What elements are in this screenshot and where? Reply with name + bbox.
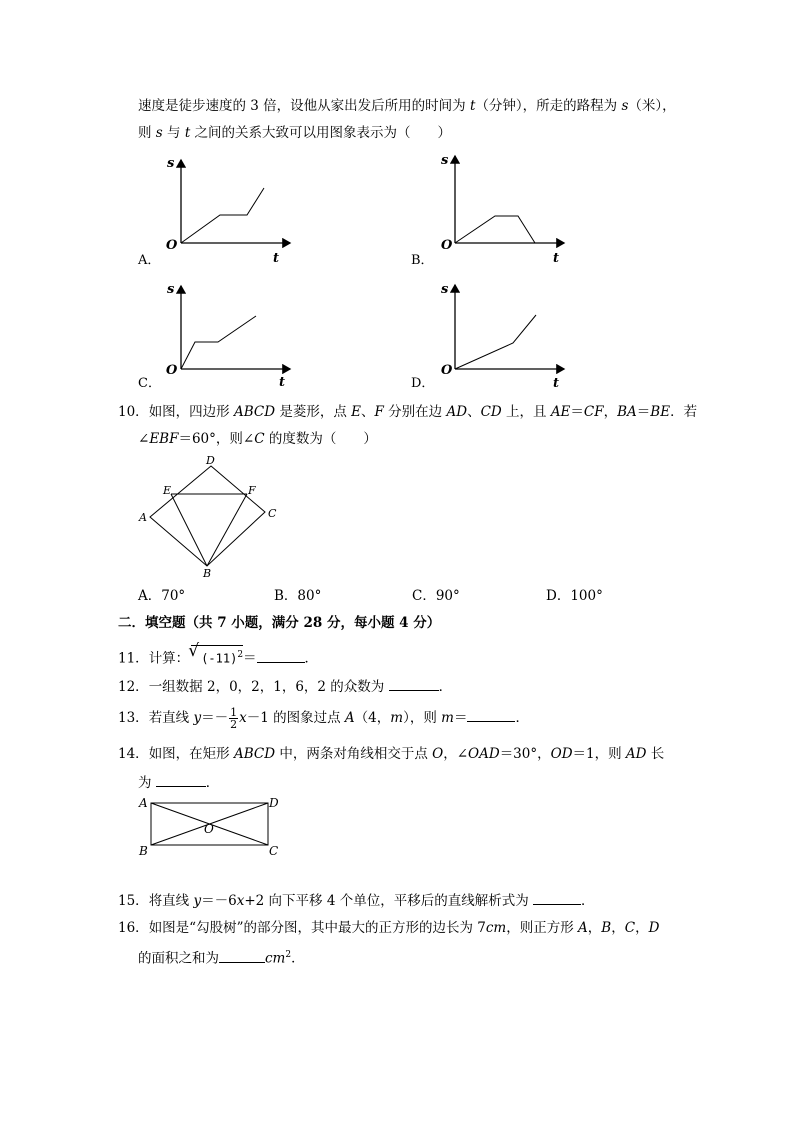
rhombus-label-d: D xyxy=(206,454,215,467)
rect-label-d: D xyxy=(269,796,279,810)
q10-line1: 10．如图，四边形 ABCD 是菱形，点 E、F 分别在边 AD、CD 上，且 AE＝CF，BA＝BE．若 xyxy=(118,404,698,420)
graph-d-curve xyxy=(455,315,536,369)
graph-b-option: B． xyxy=(411,253,434,268)
q10-line2: ∠EBF＝60°，则∠C 的度数为（ ） xyxy=(138,431,377,447)
q13-answer-blank[interactable] xyxy=(467,707,515,722)
q11-sqrt: √ $(-11)^2$ xyxy=(188,641,244,666)
q16-line1: 16．如图是“勾股树”的部分图，其中最大的正方形的边长为 7cm，则正方形 A，B，C，D xyxy=(118,920,660,936)
graph-a-curve xyxy=(181,188,264,243)
q9-line1: 速度是徒步速度的 3 倍，设他从家出发后所用的时间为 t（分钟），所走的路程为 s（米）， xyxy=(138,98,676,114)
q12: 12．一组数据 2，0，2，1，6，2 的众数为 ． xyxy=(118,676,452,696)
q10-option-c: C．90° xyxy=(412,588,460,604)
graph-d-origin: O xyxy=(441,363,453,378)
rhombus-label-e: E xyxy=(163,484,172,497)
graph-b-t-label: t xyxy=(553,251,560,266)
graph-a-s-label: s xyxy=(167,156,175,171)
q13-fraction: $\frac{1}{2}$ xyxy=(230,706,238,731)
section-2-title: 二．填空题（共 7 小题，满分 28 分，每小题 4 分） xyxy=(118,615,441,631)
q16-line2: 的面积之和为 $cm^2$． xyxy=(138,946,305,968)
rhombus-label-f: F xyxy=(248,484,256,497)
rect-label-b: B xyxy=(139,844,148,858)
q16-answer-blank[interactable] xyxy=(219,948,265,963)
q9-line2: 则 s 与 t 之间的关系大致可以用图象表示为（ ） xyxy=(138,125,452,141)
graph-b-origin: O xyxy=(441,238,453,253)
q12-answer-blank[interactable] xyxy=(389,676,439,691)
graph-c-curve xyxy=(181,316,256,369)
graph-d-t-label: t xyxy=(553,376,560,391)
graph-d-option: D． xyxy=(411,376,435,391)
q10-option-d: D．100° xyxy=(546,588,603,604)
graph-d-s-label: s xyxy=(441,282,449,297)
graph-a-t-label: t xyxy=(273,251,280,266)
graph-b-s-label: s xyxy=(441,153,449,168)
graph-c-s-label: s xyxy=(167,282,175,297)
q10-option-b: B．80° xyxy=(274,588,322,604)
q14-line2: 为 ． xyxy=(138,772,219,792)
graph-c-t-label: t xyxy=(279,375,286,390)
graph-a-option: A． xyxy=(138,253,161,268)
rect-label-a: A xyxy=(139,796,148,810)
graph-a-origin: O xyxy=(166,238,178,253)
rhombus-label-b: B xyxy=(203,567,212,580)
q15: 15．将直线 y＝－6x+2 向下平移 4 个单位，平移后的直线解析式为 ． xyxy=(118,890,595,910)
q13: 13．若直线 y＝－ $\frac{1}{2}$ x－1 的图象过点 A（4，m），则 m＝ ． xyxy=(118,706,529,731)
q11-answer-blank[interactable] xyxy=(257,648,305,663)
rhombus-figure xyxy=(150,466,265,566)
radical-icon: √ xyxy=(188,641,200,661)
q10-option-a: A．70° xyxy=(138,588,186,604)
q15-answer-blank[interactable] xyxy=(533,890,581,905)
rect-label-c: C xyxy=(269,844,279,858)
graph-c-option: C． xyxy=(138,376,161,391)
graph-b-curve xyxy=(455,216,535,243)
rect-label-o: O xyxy=(204,822,214,836)
q14-answer-blank[interactable] xyxy=(156,772,206,787)
q11: 11．计算： √ $(-11)^2=$ ． xyxy=(118,641,319,667)
rhombus-label-c: C xyxy=(268,507,277,520)
q14-line1: 14．如图，在矩形 ABCD 中，两条对角线相交于点 O，∠OAD＝30°，OD＝1，则 AD 长 xyxy=(118,746,665,762)
rhombus-label-a: A xyxy=(139,511,147,524)
graph-c-origin: O xyxy=(166,363,178,378)
